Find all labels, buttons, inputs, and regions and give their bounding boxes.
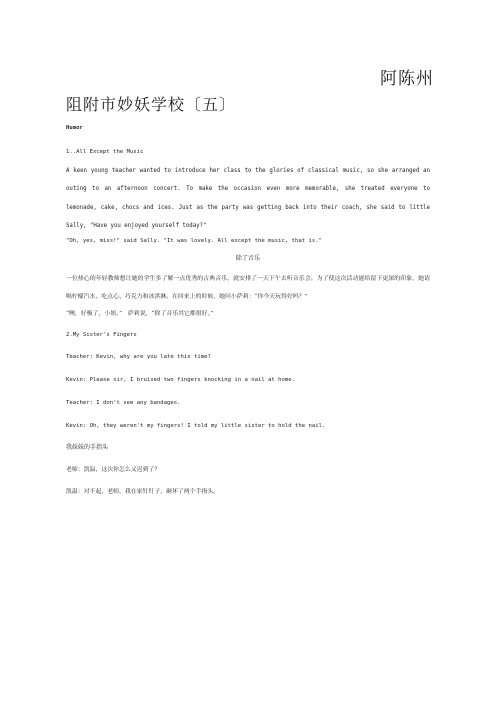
story1-zh-paragraph: 一位热心的年轻教师想让她的学生多了解一点优秀的古典音乐，就安排了一天下午去听音乐会。为了使这次活动能给留下更深的印象，她请喝柠檬汽水、吃点心、巧克力和冰淇淋。在回来上的时候，她问小萨莉：“你今天玩得好吗？”	[66, 275, 430, 301]
story2-zh-line: 凯温：对不起，老师，我在家钉钉子，砸坏了两个手指头。	[66, 489, 220, 496]
story2-line: Teacher: Kevin, why are you late this time?	[66, 354, 211, 361]
story2-heading: 2.My Sister's Fingers	[66, 332, 137, 339]
story2-line: Teacher: I don't see any bandages.	[66, 400, 181, 407]
story1-reply: "Oh, yes, miss!" said Sally. "It was lovely. All except the music, that is."	[66, 237, 322, 244]
story2-zh-title: 我妹妹的手指头	[66, 444, 109, 452]
story2-zh-line: 老师：凯温，这次你怎么又迟到了？	[66, 467, 161, 474]
story1-zh-reply: “噢，好极了，小姐，” 萨莉说，“除了音乐其它都很好。”	[66, 311, 214, 318]
section-label: Humor	[66, 125, 83, 131]
story1-heading: 1..All Except the Music	[66, 149, 144, 155]
header-main-title: 阻附市妙妖学校〔五〕	[66, 95, 237, 114]
header-right-title: 阿陈州	[380, 69, 434, 89]
story1-zh-title: 除了音乐	[235, 254, 260, 262]
story1-paragraph: A keen young teacher wanted to introduce her class to the glories of classical music, so she arranged an outing to an afternoon concert. To make the occasion even more memorable, she treated everyone to lemonade, cake, chocs and ices. Just as the party was getting back into their coach, she said to little Sally, "Have you enjoyed yourself today?"	[66, 168, 430, 230]
document-body	[66, 124, 430, 496]
story2-line: Kevin: Please sir, I bruised two fingers knocking in a nail at home.	[66, 377, 296, 384]
story2-line: Kevin: Oh, they weren't my fingers! I told my little sister to hold the nail.	[66, 423, 326, 430]
